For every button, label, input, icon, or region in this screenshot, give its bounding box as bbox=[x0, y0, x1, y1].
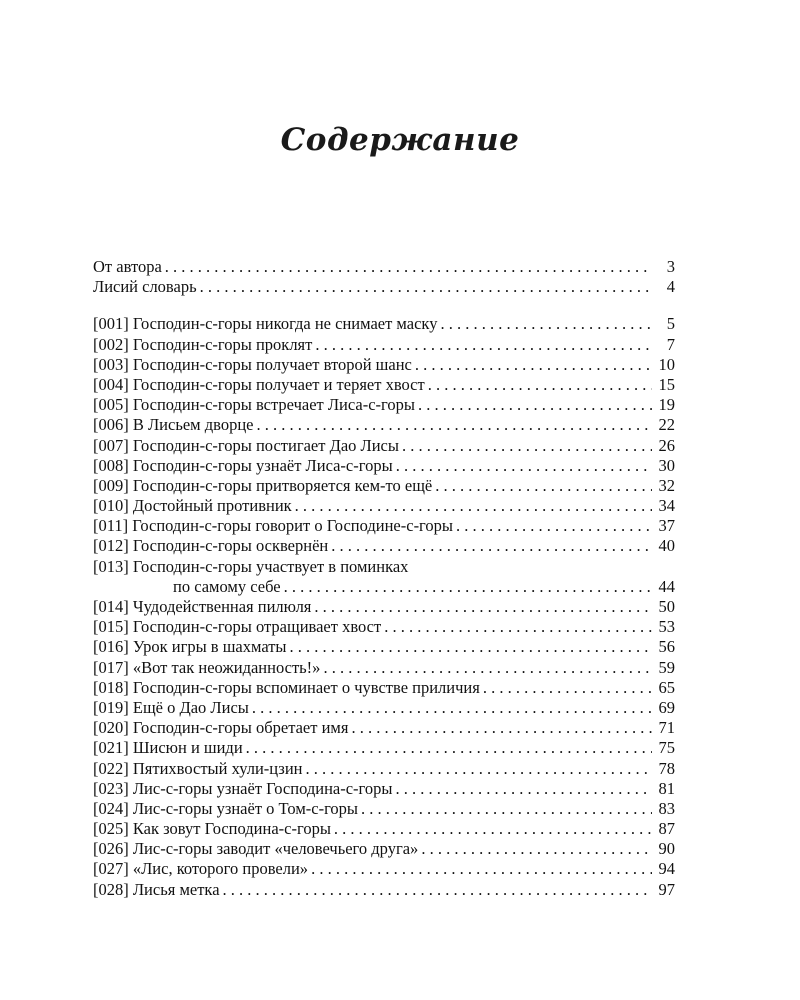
toc-entry[interactable] bbox=[93, 738, 675, 758]
toc-entry[interactable] bbox=[93, 859, 675, 879]
dot-leader bbox=[415, 355, 652, 375]
toc-entry-label: [002] Господин-с-горы проклят bbox=[93, 334, 313, 354]
toc-entry-page: 59 bbox=[658, 657, 675, 677]
toc-entry-label: [020] Господин-с-горы обретает имя bbox=[93, 718, 349, 738]
toc-entry[interactable] bbox=[93, 637, 675, 657]
toc-entry-page: 94 bbox=[658, 859, 675, 879]
toc-entry-label: [016] Урок игры в шахматы bbox=[93, 637, 287, 657]
dot-leader bbox=[284, 577, 652, 597]
toc-entry-page: 30 bbox=[658, 455, 675, 475]
toc-entry-page: 83 bbox=[658, 798, 675, 818]
toc-entry-label: [015] Господин-с-горы отращивает хвост bbox=[93, 617, 382, 637]
dot-leader bbox=[223, 880, 652, 900]
toc-entry[interactable] bbox=[93, 436, 675, 456]
toc-entry-label: [005] Господин-с-горы встречает Лиса-с-горы bbox=[93, 395, 415, 415]
toc-entry-page: 75 bbox=[658, 738, 675, 758]
toc-entry-page: 10 bbox=[658, 354, 675, 374]
table-of-contents bbox=[93, 257, 675, 900]
dot-leader bbox=[290, 637, 652, 657]
toc-entry-continuation-label: по самому себе bbox=[173, 576, 281, 596]
toc-entry-page: 4 bbox=[666, 277, 675, 297]
toc-entry-page: 56 bbox=[658, 637, 675, 657]
toc-entry-page: 87 bbox=[658, 819, 675, 839]
page-title: Содержание bbox=[280, 122, 520, 158]
dot-leader bbox=[402, 436, 652, 456]
toc-entry-label: [018] Господин-с-горы вспоминает о чувстве приличия bbox=[93, 677, 480, 697]
toc-entry-page: 15 bbox=[658, 374, 675, 394]
toc-entry[interactable] bbox=[93, 395, 675, 415]
toc-entry-page: 81 bbox=[658, 778, 675, 798]
dot-leader bbox=[165, 257, 652, 277]
toc-entry-page: 22 bbox=[658, 415, 675, 435]
toc-entry-label: [010] Достойный противник bbox=[93, 496, 292, 516]
dot-leader bbox=[456, 516, 652, 536]
dot-leader bbox=[306, 759, 653, 779]
toc-entry-label: [011] Господин-с-горы говорит о Господине-с-горы bbox=[93, 516, 454, 536]
toc-entry-label: [001] Господин-с-горы никогда не снимает маску bbox=[93, 314, 438, 334]
toc-entry[interactable] bbox=[93, 718, 675, 738]
toc-entry[interactable] bbox=[93, 496, 675, 516]
toc-entry[interactable] bbox=[93, 355, 675, 375]
section-gap bbox=[93, 297, 675, 314]
toc-entry[interactable] bbox=[93, 557, 675, 577]
toc-entry-page: 5 bbox=[666, 314, 675, 334]
dot-leader bbox=[395, 779, 652, 799]
dot-leader bbox=[421, 839, 652, 859]
toc-entry-label: [025] Как зовут Господина-с-горы bbox=[93, 819, 331, 839]
dot-leader bbox=[323, 658, 652, 678]
toc-entry-label: От автора bbox=[93, 257, 162, 276]
toc-entry-page: 7 bbox=[666, 334, 675, 354]
toc-entry-label: [021] Шисюн и шиди bbox=[93, 738, 243, 758]
toc-entry[interactable] bbox=[93, 799, 675, 819]
toc-entry-page: 32 bbox=[658, 475, 675, 495]
toc-entry-label: Лисий словарь bbox=[93, 277, 197, 297]
toc-entry-label: [006] В Лисьем дворце bbox=[93, 415, 254, 435]
toc-entry[interactable] bbox=[93, 375, 675, 395]
toc-entry[interactable] bbox=[93, 678, 675, 698]
dot-leader bbox=[252, 698, 652, 718]
dot-leader bbox=[440, 314, 652, 334]
dot-leader bbox=[351, 718, 652, 738]
toc-entry[interactable] bbox=[93, 597, 675, 617]
toc-entry-label: [003] Господин-с-горы получает второй шанс bbox=[93, 354, 412, 374]
toc-entry-label: [007] Господин-с-горы постигает Дао Лисы bbox=[93, 435, 399, 455]
toc-entry[interactable] bbox=[93, 759, 675, 779]
toc-entry-label: [004] Господин-с-горы получает и теряет хвост bbox=[93, 374, 425, 394]
toc-entry-page: 65 bbox=[658, 677, 675, 697]
toc-entry-page: 50 bbox=[658, 597, 675, 616]
toc-entry-label: [009] Господин-с-горы притворяется кем-то ещё bbox=[93, 475, 433, 495]
toc-entry-label: [026] Лис-с-горы заводит «человечьего друга» bbox=[93, 839, 419, 859]
dot-leader bbox=[361, 799, 652, 819]
toc-entry[interactable] bbox=[93, 335, 675, 355]
dot-leader bbox=[396, 456, 652, 476]
toc-entry-page: 37 bbox=[658, 516, 675, 536]
dot-leader bbox=[418, 395, 652, 415]
toc-entry[interactable] bbox=[93, 257, 675, 277]
toc-entry[interactable] bbox=[93, 277, 675, 297]
dot-leader bbox=[295, 496, 652, 516]
toc-entry[interactable] bbox=[93, 476, 675, 496]
toc-entry-label: [019] Ещё о Дао Лисы bbox=[93, 697, 249, 717]
dot-leader bbox=[331, 536, 652, 556]
toc-entry[interactable] bbox=[93, 819, 675, 839]
toc-entry-page: 34 bbox=[658, 496, 675, 516]
toc-entry-page: 40 bbox=[658, 536, 675, 556]
toc-entry-page: 44 bbox=[658, 576, 675, 596]
toc-entry-page: 69 bbox=[658, 697, 675, 717]
toc-entry[interactable] bbox=[93, 516, 675, 536]
toc-entry[interactable] bbox=[93, 839, 675, 859]
toc-entry[interactable] bbox=[93, 415, 675, 435]
dot-leader bbox=[311, 859, 652, 879]
toc-entry-label: [023] Лис-с-горы узнаёт Господина-с-горы bbox=[93, 778, 393, 798]
toc-entry-label: [008] Господин-с-горы узнаёт Лиса-с-горы bbox=[93, 455, 393, 475]
dot-leader bbox=[315, 335, 652, 355]
toc-entry-page: 78 bbox=[658, 758, 675, 778]
toc-entry-label: [017] «Вот так неожиданность!» bbox=[93, 657, 321, 677]
toc-entry-page: 90 bbox=[658, 839, 675, 859]
toc-entry-label: [028] Лисья метка bbox=[93, 879, 220, 899]
toc-entry[interactable] bbox=[93, 617, 675, 637]
toc-entry[interactable] bbox=[93, 658, 675, 678]
toc-entry-label: [024] Лис-с-горы узнаёт о Том-с-горы bbox=[93, 798, 359, 818]
dot-leader bbox=[256, 415, 652, 435]
toc-entry-page: 71 bbox=[658, 718, 675, 738]
dot-leader bbox=[428, 375, 652, 395]
toc-entry-label: [013] Господин-с-горы участвует в поминках bbox=[93, 556, 409, 576]
toc-entry[interactable] bbox=[93, 456, 675, 476]
dot-leader bbox=[314, 597, 652, 617]
toc-entry-page: 53 bbox=[658, 617, 675, 637]
toc-entry-page: 26 bbox=[658, 435, 675, 455]
dot-leader bbox=[483, 678, 652, 698]
dot-leader bbox=[334, 819, 652, 839]
dot-leader bbox=[246, 738, 652, 758]
toc-entry-label: [014] Чудодейственная пилюля bbox=[93, 597, 312, 616]
toc-entry-label: [027] «Лис, которого провели» bbox=[93, 859, 309, 879]
toc-entry[interactable] bbox=[93, 779, 675, 799]
toc-entry-label: [022] Пятихвостый хули-цзин bbox=[93, 758, 303, 778]
toc-entry[interactable] bbox=[93, 698, 675, 718]
toc-entry-label: [012] Господин-с-горы осквернён bbox=[93, 536, 329, 556]
dot-leader bbox=[200, 277, 652, 297]
toc-entry-page: 97 bbox=[658, 879, 675, 899]
dot-leader bbox=[435, 476, 652, 496]
toc-entry-continuation[interactable] bbox=[93, 577, 675, 597]
toc-entry[interactable] bbox=[93, 314, 675, 334]
toc-entry-page: 19 bbox=[658, 395, 675, 415]
toc-entry[interactable] bbox=[93, 536, 675, 556]
dot-leader bbox=[384, 617, 652, 637]
toc-entry-page: 3 bbox=[666, 257, 675, 276]
toc-entry[interactable] bbox=[93, 880, 675, 900]
